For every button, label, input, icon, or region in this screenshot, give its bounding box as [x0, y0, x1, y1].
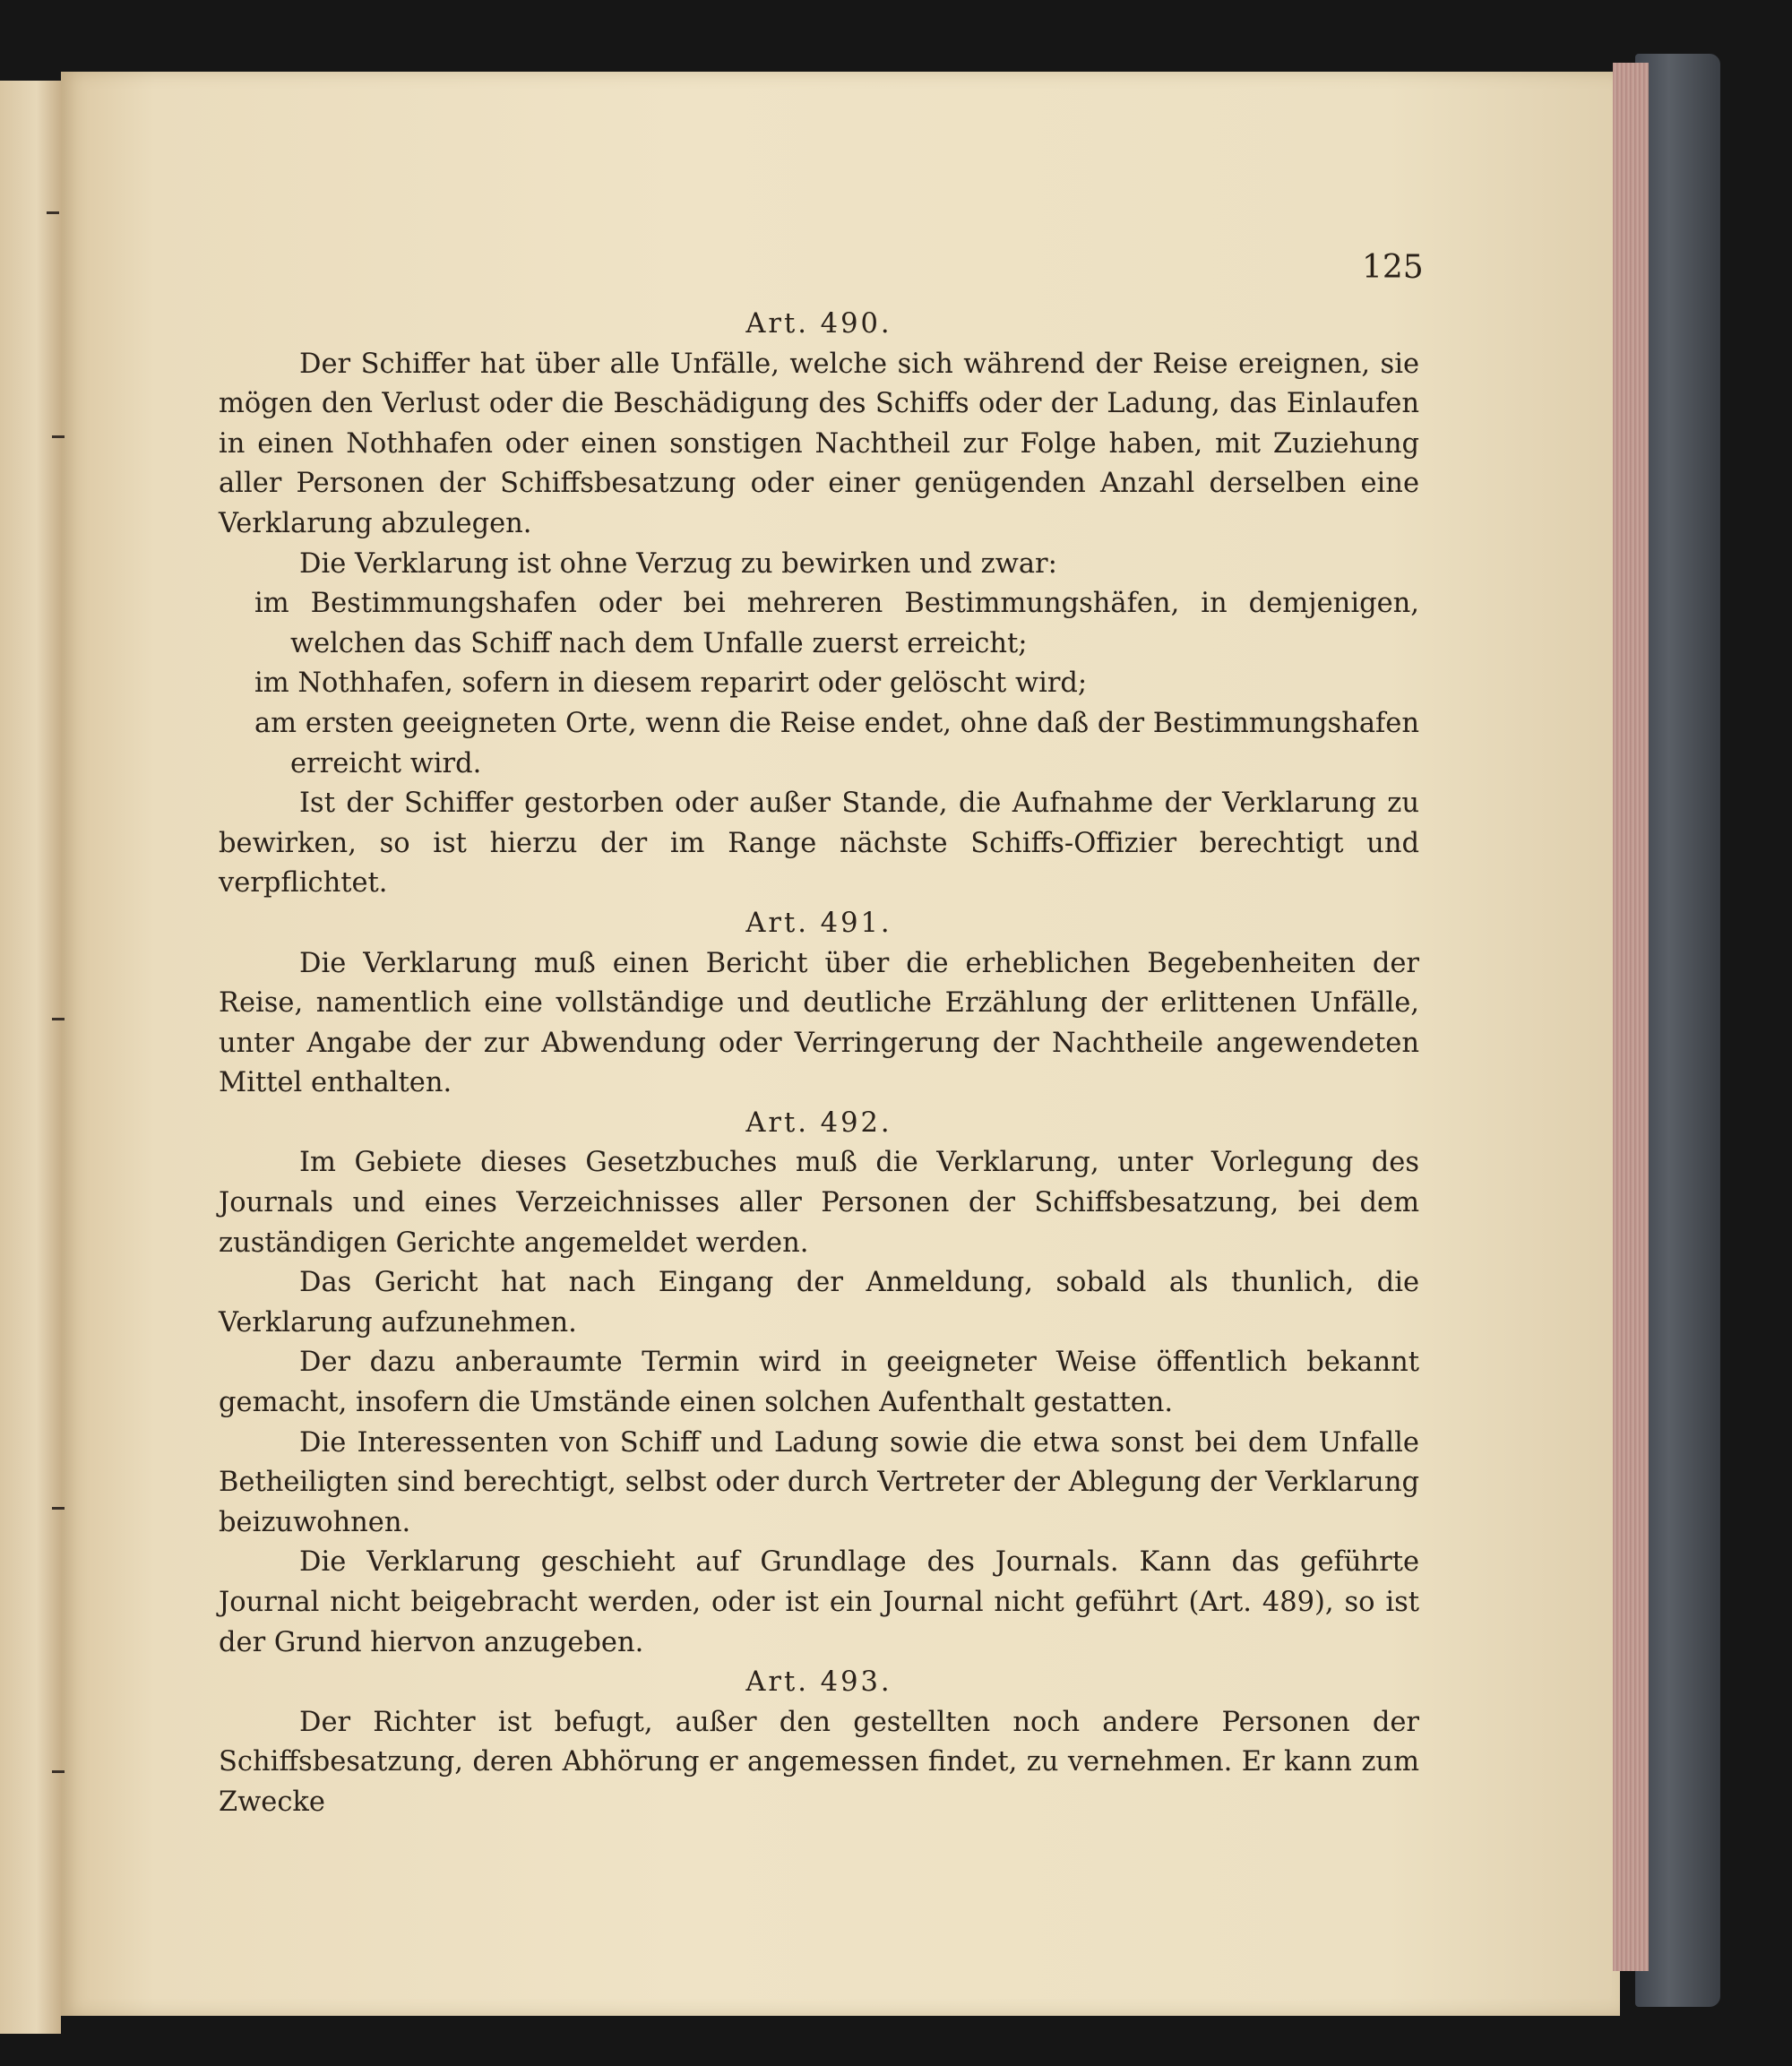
- paragraph: Ist der Schiffer gestorben oder außer Stande, die Aufnahme der Verklarung zu bewirken, so ist hierzu der im Range nächste Schiffs-Offizier berechtigt und verpflichtet.: [219, 788, 1419, 900]
- gutter-mark: [52, 1018, 65, 1020]
- article-heading: Art. 493.: [745, 1666, 892, 1699]
- page-number: 125: [1362, 249, 1424, 286]
- list-item: am ersten geeigneten Orte, wenn die Reise endet, ohne daß der Bestimmungshafen erreicht wird.: [254, 707, 1419, 779]
- gutter-mark: [52, 1507, 65, 1510]
- paragraph: Die Interessenten von Schiff und Ladung sowie die etwa sonst bei dem Unfalle Betheiligten sind berechtigt, selbst oder durch Vertreter der Ablegung der Verklarung beizuwohnen.: [219, 1426, 1419, 1538]
- paragraph: Der dazu anberaumte Termin wird in geeigneter Weise öffentlich bekannt gemacht, insofern die Umstände einen solchen Aufenthalt gestatten.: [219, 1347, 1419, 1419]
- article-heading: Art. 492.: [745, 1106, 892, 1139]
- page-stack-edge: [1613, 63, 1649, 1971]
- article-heading: Art. 491.: [745, 907, 892, 939]
- list-item: im Nothhafen, sofern in diesem reparirt oder gelöscht wird;: [254, 667, 1088, 700]
- gutter-mark: [47, 211, 59, 214]
- paragraph: Die Verklarung geschieht auf Grundlage des Journals. Kann das geführte Journal nicht beigebracht werden, oder ist ein Journal nicht geführt (Art. 489), so ist der Grund hiervon anzugeben.: [219, 1546, 1419, 1658]
- list-item: im Bestimmungshafen oder bei mehreren Bestimmungshäfen, in demjenigen, welchen das Schiff nach dem Unfalle zuerst erreicht;: [254, 588, 1419, 659]
- article-heading: Art. 490.: [745, 308, 892, 340]
- paragraph: Die Verklarung muß einen Bericht über die erheblichen Begebenheiten der Reise, namentlich eine vollständige und deutliche Erzählung der erlittenen Unfälle, unter Angabe der zur Abwendung oder Verringerung der Nachtheile angewendeten Mittel enthalten.: [219, 947, 1419, 1099]
- body-text: [219, 305, 1419, 1823]
- paragraph: Im Gebiete dieses Gesetzbuches muß die Verklarung, unter Vorlegung des Journals und eines Verzeichnisses aller Personen der Schiffsbesatzung, bei dem zuständigen Gerichte angemeldet werden.: [219, 1147, 1419, 1259]
- gutter-mark: [52, 435, 65, 438]
- left-page-edge: [0, 81, 61, 2034]
- paragraph: Das Gericht hat nach Eingang der Anmeldung, sobald als thunlich, die Verklarung aufzunehmen.: [219, 1267, 1419, 1339]
- gutter-mark: [52, 1770, 65, 1773]
- paragraph: Die Verklarung ist ohne Verzug zu bewirken und zwar:: [299, 547, 1057, 580]
- paragraph: Der Schiffer hat über alle Unfälle, welche sich während der Reise ereignen, sie mögen den Verlust oder die Beschädigung des Schiffs oder der Ladung, das Einlaufen in einen Nothhafen oder einen sonstigen Nachtheil zur Folge haben, mit Zuziehung aller Personen der Schiffsbesatzung oder einer genügenden Anzahl derselben eine Verklarung abzulegen.: [219, 348, 1419, 539]
- paragraph: Der Richter ist befugt, außer den gestellten noch andere Personen der Schiffsbesatzung, deren Abhörung er angemessen findet, zu vernehmen. Er kann zum Zwecke: [219, 1706, 1419, 1818]
